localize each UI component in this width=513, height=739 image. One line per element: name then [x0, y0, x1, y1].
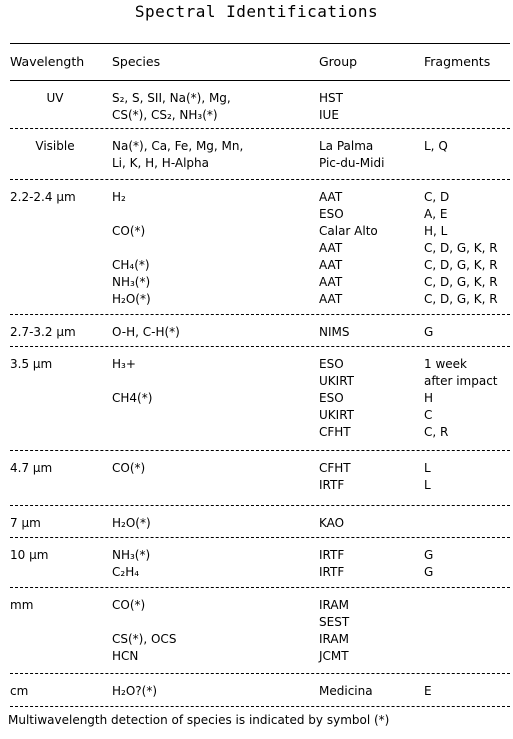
- fragments-cell: after impact: [424, 374, 498, 388]
- group-cell: IRAM: [319, 632, 349, 646]
- wavelength-cell: Visible: [35, 139, 75, 153]
- wavelength-cell: 2.2-2.4 µm: [10, 190, 76, 204]
- fragments-cell: L, Q: [424, 139, 448, 153]
- page-title: Spectral Identifications: [134, 2, 379, 21]
- group-cell: AAT: [319, 292, 343, 306]
- group-cell: JCMT: [319, 649, 349, 663]
- species-cell: NH₃(*): [112, 548, 151, 562]
- group-cell: NIMS: [319, 325, 350, 339]
- group-cell: Medicina: [319, 684, 373, 698]
- wavelength-cell: 7 µm: [10, 516, 41, 530]
- header-fragments: Fragments: [424, 54, 491, 69]
- group-cell: AAT: [319, 190, 343, 204]
- fragments-cell: G: [424, 548, 434, 562]
- row-rule: [10, 587, 510, 588]
- group-cell: Calar Alto: [319, 224, 378, 238]
- header-top-rule: [10, 43, 510, 44]
- group-cell: ESO: [319, 357, 344, 371]
- species-cell: S₂, S, SII, Na(*), Mg,: [112, 91, 231, 105]
- row-rule: [10, 450, 510, 451]
- fragments-cell: L: [424, 478, 431, 492]
- group-cell: IRAM: [319, 598, 349, 612]
- group-cell: ESO: [319, 391, 344, 405]
- species-cell: NH₃(*): [112, 275, 151, 289]
- group-cell: UKIRT: [319, 374, 354, 388]
- wavelength-cell: cm: [10, 684, 29, 698]
- species-cell: CH4(*): [112, 391, 153, 405]
- group-cell: CFHT: [319, 461, 351, 475]
- group-cell: AAT: [319, 275, 343, 289]
- species-cell: HCN: [112, 649, 139, 663]
- group-cell: KAO: [319, 516, 345, 530]
- group-cell: AAT: [319, 258, 343, 272]
- species-cell: H₃+: [112, 357, 136, 371]
- fragments-cell: G: [424, 325, 434, 339]
- row-rule: [10, 505, 510, 506]
- species-cell: Li, K, H, H-Alpha: [112, 156, 210, 170]
- group-cell: IUE: [319, 108, 339, 122]
- row-rule: [10, 673, 510, 674]
- fragments-cell: C, D, G, K, R: [424, 241, 498, 255]
- fragments-cell: L: [424, 461, 431, 475]
- footer-note: Multiwavelength detection of species is indicated by symbol (*): [8, 713, 390, 727]
- group-cell: HST: [319, 91, 343, 105]
- species-cell: CS(*), CS₂, NH₃(*): [112, 108, 218, 122]
- fragments-cell: E: [424, 684, 432, 698]
- row-rule: [10, 179, 510, 180]
- group-cell: IRTF: [319, 548, 345, 562]
- wavelength-cell: 4.7 µm: [10, 461, 53, 475]
- species-cell: CS(*), OCS: [112, 632, 177, 646]
- row-rule: [10, 80, 510, 81]
- row-rule: [10, 346, 510, 347]
- fragments-cell: C, D: [424, 190, 450, 204]
- row-rule: [10, 314, 510, 315]
- fragments-cell: H: [424, 391, 434, 405]
- wavelength-cell: mm: [10, 598, 34, 612]
- fragments-cell: 1 week: [424, 357, 467, 371]
- header-species: Species: [112, 54, 161, 69]
- group-cell: SEST: [319, 615, 350, 629]
- fragments-cell: C, D, G, K, R: [424, 275, 498, 289]
- fragments-cell: C, D, G, K, R: [424, 292, 498, 306]
- fragments-cell: H, L: [424, 224, 448, 238]
- species-cell: CH₄(*): [112, 258, 150, 272]
- species-cell: Na(*), Ca, Fe, Mg, Mn,: [112, 139, 244, 153]
- species-cell: H₂O?(*): [112, 684, 158, 698]
- group-cell: ESO: [319, 207, 344, 221]
- row-rule: [10, 128, 510, 129]
- fragments-cell: G: [424, 565, 434, 579]
- group-cell: La Palma: [319, 139, 374, 153]
- row-rule: [10, 537, 510, 538]
- fragments-cell: C, D, G, K, R: [424, 258, 498, 272]
- species-cell: H₂: [112, 190, 126, 204]
- wavelength-cell: 3.5 µm: [10, 357, 53, 371]
- fragments-cell: C, R: [424, 425, 449, 439]
- group-cell: Pic-du-Midi: [319, 156, 385, 170]
- species-cell: O-H, C-H(*): [112, 325, 180, 339]
- fragments-cell: A, E: [424, 207, 448, 221]
- species-cell: C₂H₄: [112, 565, 140, 579]
- wavelength-cell: 2.7-3.2 µm: [10, 325, 76, 339]
- group-cell: IRTF: [319, 565, 345, 579]
- group-cell: UKIRT: [319, 408, 354, 422]
- group-cell: IRTF: [319, 478, 345, 492]
- header-group: Group: [319, 54, 358, 69]
- group-cell: AAT: [319, 241, 343, 255]
- wavelength-cell: 10 µm: [10, 548, 49, 562]
- group-cell: CFHT: [319, 425, 351, 439]
- wavelength-cell: UV: [46, 91, 64, 105]
- fragments-cell: C: [424, 408, 433, 422]
- species-cell: H₂O(*): [112, 292, 151, 306]
- row-rule: [10, 706, 510, 707]
- species-cell: H₂O(*): [112, 516, 151, 530]
- header-wavelength: Wavelength: [10, 54, 85, 69]
- species-cell: CO(*): [112, 461, 146, 475]
- species-cell: CO(*): [112, 598, 146, 612]
- species-cell: CO(*): [112, 224, 146, 238]
